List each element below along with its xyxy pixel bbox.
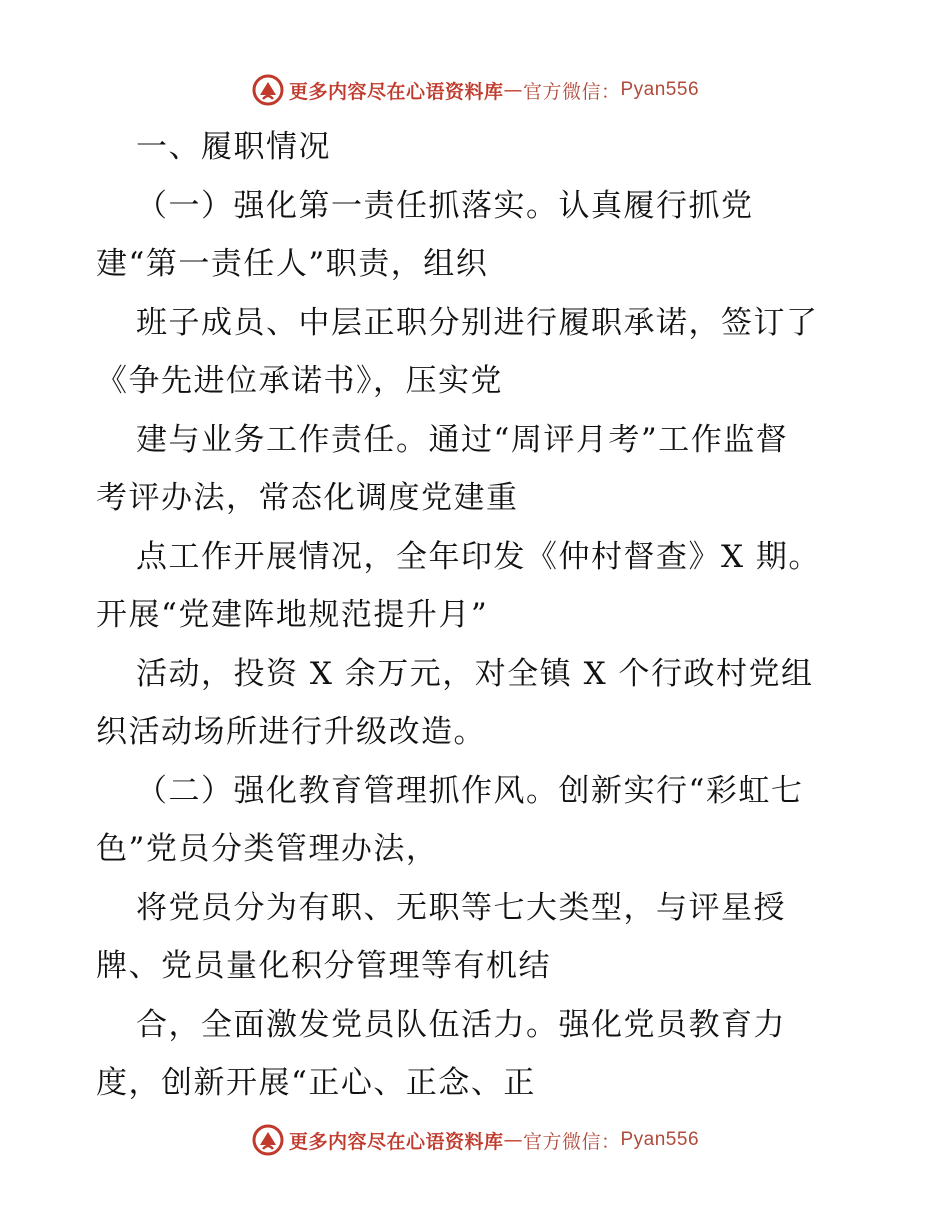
paragraph-line: 合，全面激发党员队伍活力。强化党员教育力 [136,1006,786,1043]
paragraph-line: 度，创新开展“正心、正念、正 [96,1065,536,1101]
header-watermark [0,70,950,110]
watermark-handle: Pyan556 [620,1129,700,1150]
paragraph-line: 班子成员、中层正职分别进行履职承诺，签订了 [136,304,819,341]
paragraph-line: （二）强化教育管理抓作风。创新实行“彩虹七 [136,772,804,809]
paragraph-line: 牌、党员量化积分管理等有机结 [96,948,551,984]
paragraph-line: 活动，投资 X 余万元，对全镇 X 个行政村党组 [136,655,814,692]
paragraph-line: 建与业务工作责任。通过“周评月考”工作监督 [136,421,789,458]
watermark-official-label: 官方微信： [522,80,621,103]
paragraph-line: 考评办法，常态化调度党建重 [96,480,519,516]
paragraph-line: 建“第一责任人”职责，组织 [96,246,489,282]
paragraph-line: 《争先进位承诺书》，压实党 [96,363,503,399]
watermark-official-label: 官方微信： [522,1130,621,1153]
watermark-handle: Pyan556 [620,79,700,100]
paragraph-line: 织活动场所进行升级改造。 [96,714,486,750]
brand-logo-icon [251,1123,285,1157]
document-body [96,118,856,1113]
paragraph-line: （一）强化第一责任抓落实。认真履行抓党 [136,187,754,224]
watermark-brand: 更多内容尽在心语资料库 [288,80,504,103]
watermark-brand: 更多内容尽在心语资料库 [288,1130,504,1153]
paragraph-line: 色”党员分类管理办法， [96,831,439,867]
paragraph-line: 点工作开展情况，全年印发《仲村督查》X 期。 [136,538,821,575]
watermark-dash: — [503,1129,523,1151]
watermark-dash: — [503,79,523,101]
paragraph-line: 开展“党建阵地规范提升月” [96,597,489,633]
paragraph-line: 将党员分为有职、无职等七大类型，与评星授 [136,889,786,926]
brand-logo-icon [251,73,285,107]
section-heading: 一、履职情况 [136,129,331,165]
footer-watermark [0,1120,950,1160]
